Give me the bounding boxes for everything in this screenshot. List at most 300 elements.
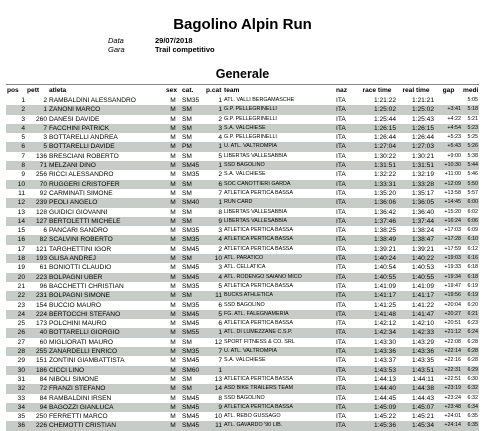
nation-cell: ITA bbox=[336, 227, 346, 235]
sex-cell: M bbox=[170, 301, 176, 309]
table-row bbox=[6, 291, 479, 300]
date-value: 29/07/2018 bbox=[155, 36, 193, 45]
race-time-cell: 1:40:55 bbox=[357, 273, 397, 282]
sex-cell: M bbox=[165, 310, 181, 319]
category-pos-cell: 10 bbox=[205, 254, 223, 263]
sex-cell: M bbox=[165, 124, 181, 133]
category-cell: SM bbox=[181, 217, 205, 226]
team-cell: S.A. VALCHIESE bbox=[224, 357, 266, 364]
team-cell: U. ATL. VALTROMPIA bbox=[223, 142, 335, 151]
gap-cell: +22:31 bbox=[435, 366, 462, 375]
col-header-pos: pos bbox=[7, 87, 19, 94]
nation-cell: ITA bbox=[335, 328, 357, 337]
sex-cell: M bbox=[165, 403, 181, 412]
sex-cell: M bbox=[165, 366, 181, 375]
sex-cell: M bbox=[165, 217, 181, 226]
pos-cell: 15 bbox=[17, 227, 25, 235]
table-row bbox=[6, 208, 479, 217]
pos-cell: 28 bbox=[6, 347, 26, 356]
sex-cell: M bbox=[170, 320, 176, 328]
col-header-nation: naz bbox=[336, 87, 347, 94]
bib-cell: 231 bbox=[26, 291, 48, 300]
real-time-cell: 1:45:07 bbox=[397, 403, 435, 412]
nation-cell: ITA bbox=[335, 291, 357, 300]
real-time-cell: 1:36:40 bbox=[412, 208, 434, 216]
bib-cell: 84 bbox=[39, 375, 47, 383]
real-time-cell: 1:42:10 bbox=[412, 320, 434, 328]
real-time-cell: 1:21:21 bbox=[412, 97, 434, 104]
category-cell: SM60 bbox=[181, 366, 205, 375]
nation-cell: ITA bbox=[335, 254, 357, 263]
pace-cell: 6:16 bbox=[462, 254, 479, 263]
pace-cell: 6:28 bbox=[462, 347, 479, 356]
category-cell: SM45 bbox=[181, 403, 205, 412]
gap-cell: +19:34 bbox=[435, 273, 462, 282]
pace-cell: 6:32 bbox=[467, 394, 478, 401]
team-cell: ATLETICA PERTICA BASSA bbox=[224, 245, 294, 252]
team-cell: ATLETICA PERTICA BASSA bbox=[224, 189, 294, 196]
category-cell: SM35 bbox=[181, 235, 205, 244]
sex-cell: M bbox=[165, 180, 181, 189]
athlete-cell: FERRETTI MARCO bbox=[49, 413, 108, 421]
athlete-cell: BACCHETTI CHRISTIAN bbox=[49, 282, 124, 290]
category-cell: SM45 bbox=[182, 394, 200, 402]
sex-cell: M bbox=[170, 282, 176, 290]
sex-cell: M bbox=[170, 413, 176, 421]
nation-cell: ITA bbox=[335, 235, 357, 244]
race-time-cell: 1:31:51 bbox=[357, 161, 397, 170]
table-row bbox=[6, 189, 479, 198]
sex-cell: M bbox=[165, 235, 181, 244]
category-cell: SM45 bbox=[182, 357, 200, 365]
nation-cell: ITA bbox=[336, 264, 346, 272]
gap-cell: +19:47 bbox=[444, 282, 461, 289]
team-cell: ATLETICA PERTICA BASSA bbox=[224, 282, 294, 289]
pos-cell: 8 bbox=[6, 161, 26, 170]
table-row bbox=[6, 282, 479, 291]
gap-cell: +4:22 bbox=[447, 115, 461, 122]
pace-cell: 6:23 bbox=[467, 320, 478, 327]
category-pos-cell: 7 bbox=[218, 357, 222, 365]
nation-cell: ITA bbox=[335, 366, 357, 375]
bib-cell: 128 bbox=[35, 208, 47, 216]
athlete-cell: BERTOCCHI STEFANO bbox=[48, 310, 165, 319]
sex-cell: M bbox=[165, 105, 181, 114]
nation-cell: ITA bbox=[335, 347, 357, 356]
category-cell: SM bbox=[181, 180, 205, 189]
category-cell: SM45 bbox=[182, 245, 200, 253]
pos-cell: 12 bbox=[6, 198, 26, 207]
sex-cell: M bbox=[170, 375, 176, 383]
category-pos-cell: 14 bbox=[205, 384, 223, 393]
team-cell: G.P. PELLEGRINELLI bbox=[223, 105, 335, 114]
real-time-cell: 1:45:34 bbox=[397, 421, 435, 430]
pace-cell: 6:34 bbox=[462, 403, 479, 412]
pos-cell: 17 bbox=[17, 245, 25, 253]
sex-cell: M bbox=[170, 394, 176, 402]
category-cell: SM bbox=[182, 115, 192, 123]
category-pos-cell: 3 bbox=[205, 124, 223, 133]
team-cell: ATL. PARATICO bbox=[223, 254, 335, 263]
pos-cell: 32 bbox=[6, 384, 26, 393]
event-title: Bagolino Alpin Run bbox=[173, 16, 312, 33]
category-cell: SM35 bbox=[182, 171, 200, 179]
race-time-cell: 1:43:53 bbox=[357, 366, 397, 375]
race-time-cell: 1:40:54 bbox=[374, 264, 396, 272]
category-cell: SM35 bbox=[182, 301, 200, 309]
race-time-cell: 1:33:31 bbox=[357, 180, 397, 189]
gap-cell: +14:45 bbox=[435, 198, 462, 207]
category-cell: SM bbox=[182, 208, 192, 216]
sex-cell: M bbox=[165, 198, 181, 207]
gap-cell: +21:12 bbox=[435, 328, 462, 337]
table-row bbox=[6, 180, 479, 189]
gap-cell: +11:00 bbox=[444, 171, 461, 178]
athlete-cell: ZONTINI GIAMBATTISTA bbox=[49, 357, 125, 365]
sex-cell: M bbox=[170, 134, 176, 142]
race-time-cell: 1:41:48 bbox=[357, 310, 397, 319]
race-time-cell: 1:39:21 bbox=[374, 245, 396, 253]
table-row bbox=[6, 366, 479, 375]
table-row bbox=[6, 263, 479, 272]
bib-cell: 96 bbox=[39, 282, 47, 290]
pace-cell: 6:35 bbox=[462, 421, 479, 430]
bib-cell: 226 bbox=[26, 421, 48, 430]
team-cell: SSD BAGOLINO bbox=[224, 301, 265, 308]
real-time-cell: 1:26:15 bbox=[397, 124, 435, 133]
race-time-cell: 1:40:24 bbox=[357, 254, 397, 263]
table-row bbox=[6, 319, 479, 328]
sex-cell: M bbox=[170, 357, 176, 365]
category-pos-cell: 7 bbox=[218, 189, 222, 197]
pace-cell: 5:05 bbox=[467, 97, 478, 103]
team-cell: ATL. RODENGO SAIANO MICO bbox=[223, 273, 335, 282]
sex-cell: M bbox=[165, 291, 181, 300]
table-row bbox=[6, 328, 479, 337]
table-row bbox=[6, 356, 479, 365]
athlete-cell: RICCI ALESSANDRO bbox=[49, 171, 114, 179]
bib-cell: 60 bbox=[39, 338, 47, 346]
pace-cell: 5:38 bbox=[467, 152, 478, 159]
table-row bbox=[6, 301, 479, 310]
athlete-cell: BUCCIO MAURO bbox=[49, 301, 102, 309]
pos-cell: 2 bbox=[6, 105, 26, 114]
bib-cell: 7 bbox=[26, 124, 48, 133]
team-cell: ATL. VALLI BERGAMASCHE bbox=[224, 97, 295, 103]
sex-cell: M bbox=[170, 338, 176, 346]
gap-cell: +5:43 bbox=[435, 142, 462, 151]
table-row bbox=[6, 133, 479, 142]
real-time-cell: 1:42:33 bbox=[397, 328, 435, 337]
bib-cell: 186 bbox=[26, 366, 48, 375]
real-time-cell: 1:38:47 bbox=[397, 235, 435, 244]
athlete-cell: ZANONI MARCO bbox=[48, 105, 165, 114]
pace-cell: 6:24 bbox=[462, 328, 479, 337]
category-pos-cell: 12 bbox=[214, 338, 222, 346]
pace-cell: 6:09 bbox=[467, 227, 478, 234]
athlete-cell: RAMBALDINI ALESSANDRO bbox=[49, 97, 136, 104]
sex-cell: M bbox=[165, 273, 181, 282]
pos-cell: 19 bbox=[17, 264, 25, 272]
athlete-cell: PANCARI SANDRO bbox=[49, 227, 108, 235]
results-body bbox=[6, 96, 479, 431]
category-pos-cell: 1 bbox=[205, 366, 223, 375]
team-cell: ATL. CELLATICA bbox=[224, 264, 266, 271]
table-row bbox=[6, 421, 479, 430]
pos-cell: 21 bbox=[17, 282, 25, 290]
athlete-cell: BAGOZZI GIANLUCA bbox=[48, 403, 165, 412]
category-pos-cell: 1 bbox=[218, 97, 222, 104]
team-cell: FG. ATL. FALEGNAMERIA bbox=[223, 310, 335, 319]
gap-cell: +20:27 bbox=[435, 310, 462, 319]
category-pos-cell: 1 bbox=[205, 198, 223, 207]
team-cell: RUN CARD bbox=[223, 198, 335, 207]
gap-cell: +3:41 bbox=[435, 105, 462, 114]
athlete-cell: CICCI LINO bbox=[48, 366, 165, 375]
athlete-cell: FRANZI STEFANO bbox=[48, 384, 165, 393]
date-label: Data bbox=[108, 36, 124, 45]
race-value: Trail competitivo bbox=[155, 45, 215, 54]
pos-cell: 18 bbox=[6, 254, 26, 263]
pos-cell: 23 bbox=[17, 301, 25, 309]
bib-cell: 82 bbox=[26, 235, 48, 244]
category-pos-cell: 5 bbox=[218, 152, 222, 160]
pace-cell: 5:57 bbox=[467, 189, 478, 196]
race-time-cell: 1:41:25 bbox=[374, 301, 396, 309]
real-time-cell: 1:31:51 bbox=[397, 161, 435, 170]
nation-cell: ITA bbox=[336, 357, 346, 365]
athlete-cell: PEOLI ANGELO bbox=[48, 198, 165, 207]
gap-cell: +19:03 bbox=[435, 254, 462, 263]
gap-cell: +13:58 bbox=[444, 189, 461, 196]
bib-cell: 2 bbox=[43, 97, 47, 104]
gap-cell: +20:51 bbox=[444, 320, 461, 327]
col-header-athlete: atleta bbox=[49, 87, 67, 94]
athlete-cell: TARGHETTINI IGOR bbox=[49, 245, 112, 253]
team-cell: ATLETICA PERTICA BASSA bbox=[224, 375, 294, 382]
pos-cell: 3 bbox=[21, 115, 25, 123]
table-row bbox=[6, 310, 479, 319]
category-pos-cell: 2 bbox=[218, 115, 222, 123]
athlete-cell: BOLPAGNI SIMONE bbox=[48, 291, 165, 300]
category-pos-cell: 1 bbox=[205, 142, 223, 151]
sex-cell: M bbox=[165, 384, 181, 393]
gap-cell: +17:28 bbox=[435, 235, 462, 244]
gap-cell: +4:54 bbox=[435, 124, 462, 133]
section-title: Generale bbox=[215, 67, 270, 81]
nation-cell: ITA bbox=[336, 301, 346, 309]
gap-cell: +10:30 bbox=[435, 161, 462, 170]
bib-cell: 223 bbox=[26, 273, 48, 282]
sex-cell: M bbox=[170, 189, 176, 197]
category-cell: SM55 bbox=[181, 328, 205, 337]
table-row bbox=[6, 170, 479, 179]
gap-cell: +22:14 bbox=[435, 347, 462, 356]
pace-cell: 5:21 bbox=[467, 115, 478, 122]
bib-cell: 256 bbox=[35, 171, 47, 179]
category-pos-cell: 1 bbox=[205, 105, 223, 114]
team-cell: S.A. VALCHIESE bbox=[223, 124, 335, 133]
pos-cell: 25 bbox=[17, 320, 25, 328]
col-header-category-pos: p.cat bbox=[206, 87, 222, 94]
category-pos-cell: 3 bbox=[218, 264, 222, 272]
table-row bbox=[6, 96, 479, 105]
category-cell: SM bbox=[182, 338, 192, 346]
gap-cell: +22:51 bbox=[444, 375, 461, 382]
category-pos-cell: 13 bbox=[214, 375, 222, 383]
table-row bbox=[6, 115, 479, 124]
category-cell: SM bbox=[181, 384, 205, 393]
team-cell bbox=[223, 366, 335, 375]
sex-cell: M bbox=[165, 142, 181, 151]
sex-cell: M bbox=[170, 208, 176, 216]
sex-cell: M bbox=[170, 152, 176, 160]
category-pos-cell: 11 bbox=[205, 291, 223, 300]
team-cell: ATL. REBO GUSSAGO bbox=[224, 413, 281, 420]
team-cell: G.P. PELLEGRINELLI bbox=[224, 115, 277, 122]
nation-cell: ITA bbox=[336, 189, 346, 197]
pos-cell: 35 bbox=[17, 413, 25, 421]
sex-cell: M bbox=[170, 227, 176, 235]
bib-cell: 224 bbox=[26, 310, 48, 319]
race-time-cell: 1:27:04 bbox=[357, 142, 397, 151]
category-pos-cell: 5 bbox=[205, 310, 223, 319]
pos-cell: 11 bbox=[18, 189, 25, 197]
category-cell: SM bbox=[181, 291, 205, 300]
gap-cell: +20:04 bbox=[444, 301, 461, 308]
pace-cell: 6:28 bbox=[467, 357, 478, 364]
gap-cell: +16:24 bbox=[435, 217, 462, 226]
real-time-cell: 1:44:38 bbox=[397, 384, 435, 393]
pace-cell: 6:12 bbox=[467, 245, 478, 252]
athlete-cell: BRESCIANI ROBERTO bbox=[49, 152, 119, 160]
nation-cell: ITA bbox=[335, 310, 357, 319]
real-time-cell: 1:43:29 bbox=[412, 338, 434, 346]
team-cell: ASD BIKE TRAILERS TEAM bbox=[223, 384, 335, 393]
pos-cell: 27 bbox=[17, 338, 25, 346]
real-time-cell: 1:41:17 bbox=[397, 291, 435, 300]
nation-cell: ITA bbox=[336, 394, 346, 402]
team-cell: LIBERTAS VALLESABBIA bbox=[224, 208, 287, 215]
race-time-cell: 1:43:36 bbox=[357, 347, 397, 356]
category-pos-cell: 6 bbox=[205, 180, 223, 189]
table-row bbox=[6, 273, 479, 282]
gap-cell: +9:00 bbox=[447, 152, 461, 159]
athlete-cell: MELZANI DINO bbox=[48, 161, 165, 170]
pace-cell: 6:20 bbox=[467, 301, 478, 308]
category-cell: SM35 bbox=[181, 347, 205, 356]
nation-cell: ITA bbox=[336, 115, 346, 123]
nation-cell: ITA bbox=[336, 134, 346, 142]
real-time-cell: 1:30:21 bbox=[412, 152, 434, 160]
race-time-cell: 1:37:46 bbox=[357, 217, 397, 226]
pos-cell: 26 bbox=[6, 328, 26, 337]
race-time-cell: 1:26:44 bbox=[374, 134, 396, 142]
pos-cell: 29 bbox=[17, 357, 25, 365]
bib-cell: 260 bbox=[35, 115, 47, 123]
sex-cell: M bbox=[165, 254, 181, 263]
race-time-cell: 1:42:34 bbox=[357, 328, 397, 337]
category-pos-cell: 6 bbox=[218, 301, 222, 309]
pos-cell: 13 bbox=[17, 208, 25, 216]
nation-cell: ITA bbox=[335, 217, 357, 226]
real-time-cell: 1:40:55 bbox=[397, 273, 435, 282]
real-time-cell: 1:32:19 bbox=[412, 171, 434, 179]
nation-cell: ITA bbox=[336, 152, 346, 160]
bib-cell: 255 bbox=[26, 347, 48, 356]
pos-cell: 31 bbox=[17, 375, 25, 383]
pace-cell: 6:10 bbox=[462, 235, 479, 244]
athlete-cell: CARMINATI SIMONE bbox=[49, 189, 113, 197]
real-time-cell: 1:36:05 bbox=[397, 198, 435, 207]
bib-cell: 154 bbox=[35, 301, 47, 309]
gap-cell: +15:20 bbox=[444, 208, 461, 215]
sex-cell: M bbox=[165, 347, 181, 356]
gap-cell: +24:14 bbox=[435, 421, 462, 430]
sex-cell: M bbox=[170, 171, 176, 179]
real-time-cell: 1:33:28 bbox=[397, 180, 435, 189]
race-time-cell: 1:36:42 bbox=[374, 208, 396, 216]
col-header-real-time: real time bbox=[402, 87, 430, 94]
team-cell: G.P. PELLEGRINELLI bbox=[224, 134, 277, 141]
category-cell: SM45 bbox=[181, 421, 205, 430]
athlete-cell: GLISA ANDREJ bbox=[48, 254, 165, 263]
athlete-cell: RUGGERI CRISTOFER bbox=[48, 180, 165, 189]
bib-cell: 94 bbox=[26, 403, 48, 412]
nation-cell: ITA bbox=[335, 403, 357, 412]
race-time-cell: 1:44:13 bbox=[374, 375, 396, 383]
pace-cell: 6:35 bbox=[467, 413, 478, 420]
bib-cell: 72 bbox=[26, 384, 48, 393]
category-cell: PM bbox=[181, 142, 205, 151]
race-time-cell: 1:26:15 bbox=[357, 124, 397, 133]
athlete-cell: BOLPAGNI UBER bbox=[48, 273, 165, 282]
category-pos-cell: 10 bbox=[214, 413, 222, 421]
sex-cell: M bbox=[165, 328, 181, 337]
real-time-cell: 1:43:36 bbox=[397, 347, 435, 356]
bib-cell: 5 bbox=[26, 142, 48, 151]
bib-cell: 6 bbox=[43, 227, 47, 235]
table-row bbox=[6, 152, 479, 161]
athlete-cell: DANESI DAVIDE bbox=[49, 115, 100, 123]
pos-cell: 7 bbox=[21, 152, 25, 160]
team-cell: BUCKS ATHLETICA bbox=[223, 291, 335, 300]
gap-cell: +22:08 bbox=[444, 338, 461, 345]
nation-cell: ITA bbox=[336, 413, 346, 421]
gap-cell: +17:59 bbox=[444, 245, 461, 252]
col-header-bib: pett bbox=[27, 87, 40, 94]
col-header-race-time: race time bbox=[362, 87, 392, 94]
pace-cell: 5:25 bbox=[467, 134, 478, 141]
pace-cell: 5:46 bbox=[467, 171, 478, 178]
bib-cell: 1 bbox=[26, 105, 48, 114]
gap-cell: +12:09 bbox=[435, 180, 462, 189]
category-pos-cell: 9 bbox=[205, 217, 223, 226]
real-time-cell: 1:43:51 bbox=[397, 366, 435, 375]
category-cell: SM45 bbox=[181, 273, 205, 282]
nation-cell: ITA bbox=[335, 124, 357, 133]
race-time-cell: 1:44:40 bbox=[357, 384, 397, 393]
real-time-cell: 1:44:11 bbox=[412, 375, 434, 383]
category-pos-cell: 2 bbox=[218, 171, 222, 179]
category-pos-cell: 3 bbox=[218, 227, 222, 235]
table-row bbox=[6, 105, 479, 114]
table-row bbox=[6, 161, 479, 170]
category-cell: SM bbox=[182, 134, 192, 142]
race-time-cell: 1:25:44 bbox=[374, 115, 396, 123]
athlete-cell: BERTOLETTI MICHELE bbox=[48, 217, 165, 226]
col-header-category: cat. bbox=[182, 87, 194, 94]
